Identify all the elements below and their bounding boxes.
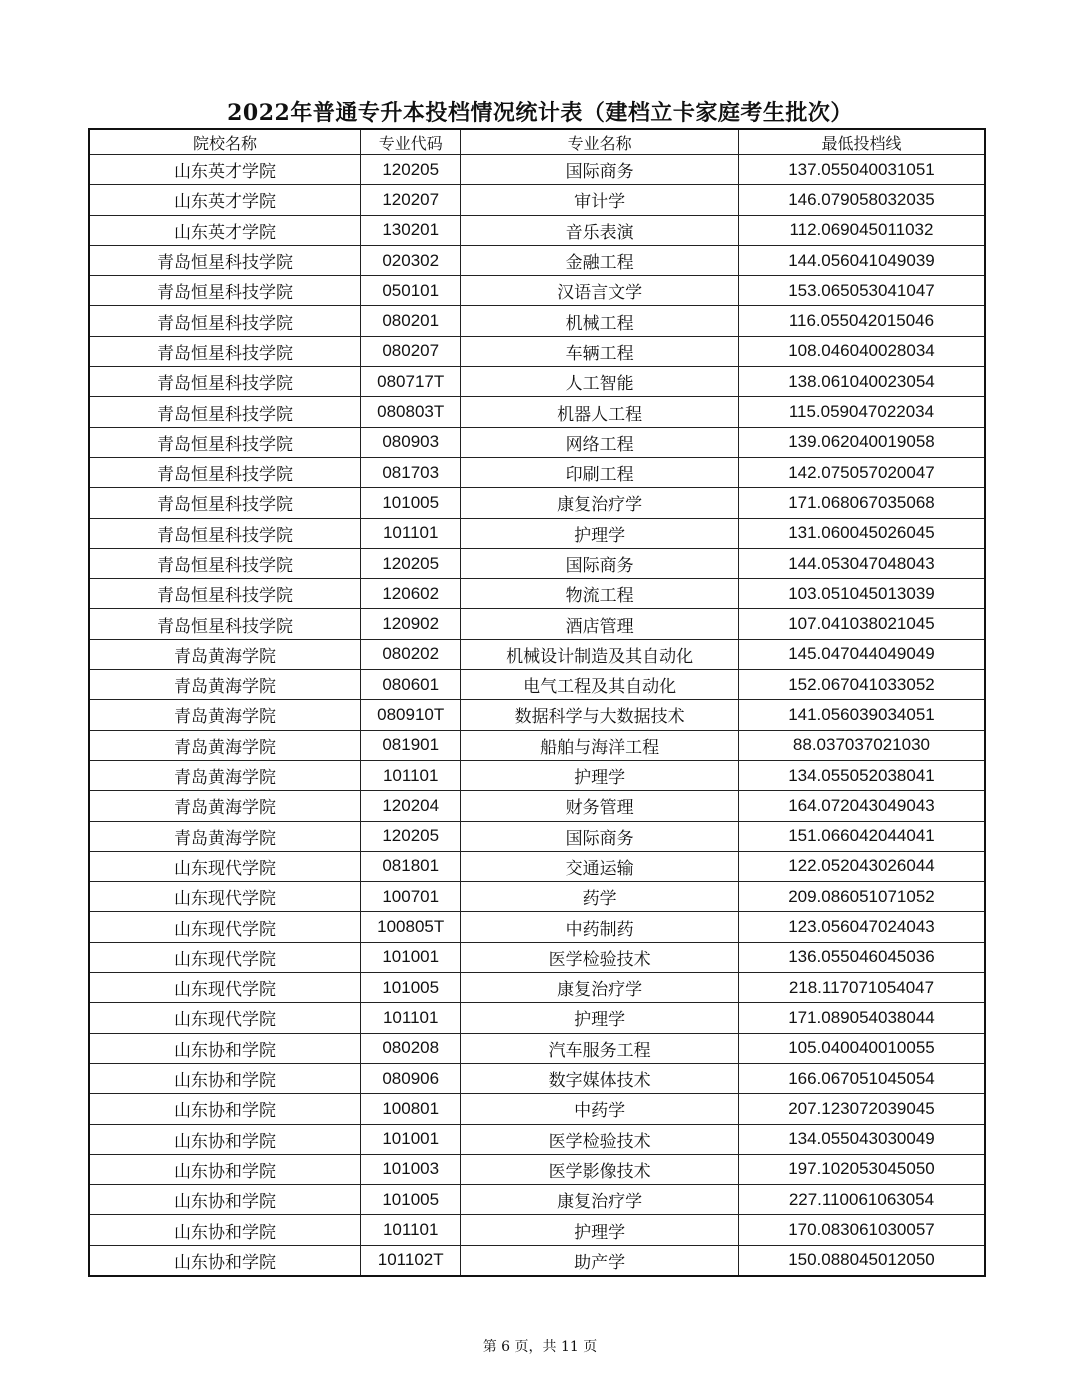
min-score-cell: 152.067041033052	[738, 670, 985, 700]
min-score-cell: 107.041038021045	[738, 609, 985, 639]
min-score-cell: 150.088045012050	[738, 1245, 985, 1276]
table-row	[89, 1124, 985, 1154]
min-score-cell: 144.056041049039	[738, 245, 985, 275]
min-score-cell: 108.046040028034	[738, 336, 985, 366]
school-name-cell: 青岛恒星科技学院	[89, 397, 361, 427]
major-code-cell: 080207	[361, 336, 461, 366]
min-score-cell: 207.123072039045	[738, 1094, 985, 1124]
min-score-cell: 170.083061030057	[738, 1215, 985, 1245]
major-code-cell: 080202	[361, 639, 461, 669]
major-code-cell: 120602	[361, 579, 461, 609]
school-name-cell: 山东协和学院	[89, 1063, 361, 1093]
major-code-cell: 101101	[361, 518, 461, 548]
school-name-cell: 山东英才学院	[89, 185, 361, 215]
major-name-cell: 电气工程及其自动化	[461, 670, 739, 700]
table-body	[89, 155, 985, 1276]
school-name-cell: 山东协和学院	[89, 1215, 361, 1245]
admission-table	[88, 128, 986, 1277]
school-name-cell: 青岛恒星科技学院	[89, 367, 361, 397]
major-name-cell: 汽车服务工程	[461, 1033, 739, 1063]
major-name-cell: 中药学	[461, 1094, 739, 1124]
min-score-cell: 134.055043030049	[738, 1124, 985, 1154]
major-code-cell: 081801	[361, 851, 461, 881]
major-code-cell: 100701	[361, 882, 461, 912]
min-score-cell: 105.040040010055	[738, 1033, 985, 1063]
school-name-cell: 青岛恒星科技学院	[89, 276, 361, 306]
table-row	[89, 306, 985, 336]
school-name-cell: 山东协和学院	[89, 1185, 361, 1215]
min-score-cell: 122.052043026044	[738, 851, 985, 881]
major-name-cell: 印刷工程	[461, 457, 739, 487]
major-name-cell: 医学检验技术	[461, 1124, 739, 1154]
min-score-cell: 103.051045013039	[738, 579, 985, 609]
major-code-cell: 080906	[361, 1063, 461, 1093]
school-name-cell: 山东现代学院	[89, 942, 361, 972]
min-score-cell: 166.067051045054	[738, 1063, 985, 1093]
min-score-cell: 218.117071054047	[738, 973, 985, 1003]
table-row	[89, 882, 985, 912]
school-name-cell: 山东现代学院	[89, 1003, 361, 1033]
min-score-cell: 136.055046045036	[738, 942, 985, 972]
major-name-cell: 医学影像技术	[461, 1154, 739, 1184]
table-row	[89, 367, 985, 397]
min-score-cell: 151.066042044041	[738, 821, 985, 851]
table-row	[89, 973, 985, 1003]
major-name-cell: 护理学	[461, 1215, 739, 1245]
major-name-cell: 康复治疗学	[461, 488, 739, 518]
header-school-name: 院校名称	[89, 129, 361, 155]
major-code-cell: 100801	[361, 1094, 461, 1124]
table-row	[89, 609, 985, 639]
major-name-cell: 数字媒体技术	[461, 1063, 739, 1093]
min-score-cell: 153.065053041047	[738, 276, 985, 306]
school-name-cell: 山东协和学院	[89, 1245, 361, 1276]
major-code-cell: 120205	[361, 548, 461, 578]
table-row	[89, 1094, 985, 1124]
major-code-cell: 080717T	[361, 367, 461, 397]
major-code-cell: 020302	[361, 245, 461, 275]
school-name-cell: 青岛恒星科技学院	[89, 457, 361, 487]
table-row	[89, 639, 985, 669]
major-code-cell: 101005	[361, 1185, 461, 1215]
school-name-cell: 山东现代学院	[89, 912, 361, 942]
major-code-cell: 080201	[361, 306, 461, 336]
major-name-cell: 护理学	[461, 518, 739, 548]
min-score-cell: 197.102053045050	[738, 1154, 985, 1184]
school-name-cell: 青岛恒星科技学院	[89, 488, 361, 518]
header-row	[89, 129, 985, 155]
min-score-cell: 171.068067035068	[738, 488, 985, 518]
major-code-cell: 120205	[361, 155, 461, 185]
min-score-cell: 116.055042015046	[738, 306, 985, 336]
table-row	[89, 851, 985, 881]
school-name-cell: 青岛黄海学院	[89, 700, 361, 730]
major-name-cell: 康复治疗学	[461, 973, 739, 1003]
table-row	[89, 579, 985, 609]
table-row	[89, 155, 985, 185]
table-row	[89, 912, 985, 942]
school-name-cell: 山东协和学院	[89, 1154, 361, 1184]
table-row	[89, 670, 985, 700]
school-name-cell: 青岛恒星科技学院	[89, 427, 361, 457]
table-row	[89, 1003, 985, 1033]
header-min-score: 最低投档线	[738, 129, 985, 155]
major-code-cell: 080803T	[361, 397, 461, 427]
major-code-cell: 120205	[361, 821, 461, 851]
school-name-cell: 青岛黄海学院	[89, 821, 361, 851]
school-name-cell: 青岛黄海学院	[89, 760, 361, 790]
major-code-cell: 101005	[361, 973, 461, 1003]
major-code-cell: 101101	[361, 760, 461, 790]
school-name-cell: 山东英才学院	[89, 155, 361, 185]
major-name-cell: 医学检验技术	[461, 942, 739, 972]
table-row	[89, 215, 985, 245]
major-name-cell: 国际商务	[461, 821, 739, 851]
school-name-cell: 山东现代学院	[89, 973, 361, 1003]
school-name-cell: 山东现代学院	[89, 882, 361, 912]
school-name-cell: 山东协和学院	[89, 1124, 361, 1154]
min-score-cell: 144.053047048043	[738, 548, 985, 578]
major-name-cell: 机器人工程	[461, 397, 739, 427]
major-name-cell: 数据科学与大数据技术	[461, 700, 739, 730]
min-score-cell: 209.086051071052	[738, 882, 985, 912]
table-row	[89, 427, 985, 457]
major-code-cell: 080903	[361, 427, 461, 457]
major-name-cell: 助产学	[461, 1245, 739, 1276]
major-code-cell: 101001	[361, 1124, 461, 1154]
major-code-cell: 050101	[361, 276, 461, 306]
major-name-cell: 车辆工程	[461, 336, 739, 366]
school-name-cell: 青岛恒星科技学院	[89, 579, 361, 609]
major-name-cell: 国际商务	[461, 155, 739, 185]
major-name-cell: 护理学	[461, 760, 739, 790]
min-score-cell: 88.037037021030	[738, 730, 985, 760]
major-name-cell: 机械工程	[461, 306, 739, 336]
min-score-cell: 131.060045026045	[738, 518, 985, 548]
min-score-cell: 146.079058032035	[738, 185, 985, 215]
school-name-cell: 青岛恒星科技学院	[89, 245, 361, 275]
table-row	[89, 821, 985, 851]
major-name-cell: 人工智能	[461, 367, 739, 397]
major-name-cell: 交通运输	[461, 851, 739, 881]
table-header	[89, 129, 985, 155]
major-code-cell: 080208	[361, 1033, 461, 1063]
major-name-cell: 船舶与海洋工程	[461, 730, 739, 760]
school-name-cell: 青岛恒星科技学院	[89, 548, 361, 578]
table-row	[89, 730, 985, 760]
table-row	[89, 336, 985, 366]
school-name-cell: 青岛黄海学院	[89, 670, 361, 700]
min-score-cell: 112.069045011032	[738, 215, 985, 245]
major-code-cell: 081703	[361, 457, 461, 487]
major-name-cell: 网络工程	[461, 427, 739, 457]
school-name-cell: 山东英才学院	[89, 215, 361, 245]
table-row	[89, 245, 985, 275]
min-score-cell: 171.089054038044	[738, 1003, 985, 1033]
major-code-cell: 080601	[361, 670, 461, 700]
table-row	[89, 518, 985, 548]
major-name-cell: 物流工程	[461, 579, 739, 609]
school-name-cell: 青岛黄海学院	[89, 730, 361, 760]
school-name-cell: 山东现代学院	[89, 851, 361, 881]
page-title: 2022年普通专升本投档情况统计表（建档立卡家庭考生批次）	[227, 100, 853, 126]
min-score-cell: 134.055052038041	[738, 760, 985, 790]
table-row	[89, 1185, 985, 1215]
major-code-cell: 101005	[361, 488, 461, 518]
min-score-cell: 142.075057020047	[738, 457, 985, 487]
min-score-cell: 145.047044049049	[738, 639, 985, 669]
major-name-cell: 中药制药	[461, 912, 739, 942]
table-row	[89, 276, 985, 306]
min-score-cell: 139.062040019058	[738, 427, 985, 457]
school-name-cell: 山东协和学院	[89, 1033, 361, 1063]
table-row	[89, 760, 985, 790]
major-code-cell: 101101	[361, 1215, 461, 1245]
school-name-cell: 青岛恒星科技学院	[89, 306, 361, 336]
table-row	[89, 1063, 985, 1093]
header-major-name: 专业名称	[461, 129, 739, 155]
min-score-cell: 115.059047022034	[738, 397, 985, 427]
min-score-cell: 141.056039034051	[738, 700, 985, 730]
school-name-cell: 青岛恒星科技学院	[89, 336, 361, 366]
table-row	[89, 397, 985, 427]
major-code-cell: 120207	[361, 185, 461, 215]
table-row	[89, 548, 985, 578]
major-name-cell: 护理学	[461, 1003, 739, 1033]
major-code-cell: 081901	[361, 730, 461, 760]
major-name-cell: 音乐表演	[461, 215, 739, 245]
table-row	[89, 942, 985, 972]
table-row	[89, 185, 985, 215]
table-row	[89, 1245, 985, 1276]
school-name-cell: 青岛恒星科技学院	[89, 609, 361, 639]
min-score-cell: 164.072043049043	[738, 791, 985, 821]
min-score-cell: 227.110061063054	[738, 1185, 985, 1215]
major-code-cell: 130201	[361, 215, 461, 245]
table-row	[89, 488, 985, 518]
school-name-cell: 青岛黄海学院	[89, 791, 361, 821]
major-code-cell: 101001	[361, 942, 461, 972]
major-name-cell: 金融工程	[461, 245, 739, 275]
table-row	[89, 1215, 985, 1245]
major-name-cell: 财务管理	[461, 791, 739, 821]
major-code-cell: 101003	[361, 1154, 461, 1184]
major-name-cell: 审计学	[461, 185, 739, 215]
header-major-code: 专业代码	[361, 129, 461, 155]
min-score-cell: 123.056047024043	[738, 912, 985, 942]
major-name-cell: 药学	[461, 882, 739, 912]
table-row	[89, 1033, 985, 1063]
school-name-cell: 山东协和学院	[89, 1094, 361, 1124]
major-name-cell: 康复治疗学	[461, 1185, 739, 1215]
table-row	[89, 700, 985, 730]
major-code-cell: 100805T	[361, 912, 461, 942]
table-row	[89, 1154, 985, 1184]
major-code-cell: 080910T	[361, 700, 461, 730]
major-name-cell: 国际商务	[461, 548, 739, 578]
major-code-cell: 120902	[361, 609, 461, 639]
major-name-cell: 汉语言文学	[461, 276, 739, 306]
major-name-cell: 机械设计制造及其自动化	[461, 639, 739, 669]
school-name-cell: 青岛黄海学院	[89, 639, 361, 669]
major-code-cell: 120204	[361, 791, 461, 821]
school-name-cell: 青岛恒星科技学院	[89, 518, 361, 548]
major-code-cell: 101101	[361, 1003, 461, 1033]
major-name-cell: 酒店管理	[461, 609, 739, 639]
page-footer: 第 6 页，共 11 页	[482, 1339, 598, 1355]
min-score-cell: 137.055040031051	[738, 155, 985, 185]
table-row	[89, 791, 985, 821]
min-score-cell: 138.061040023054	[738, 367, 985, 397]
table-row	[89, 457, 985, 487]
major-code-cell: 101102T	[361, 1245, 461, 1276]
